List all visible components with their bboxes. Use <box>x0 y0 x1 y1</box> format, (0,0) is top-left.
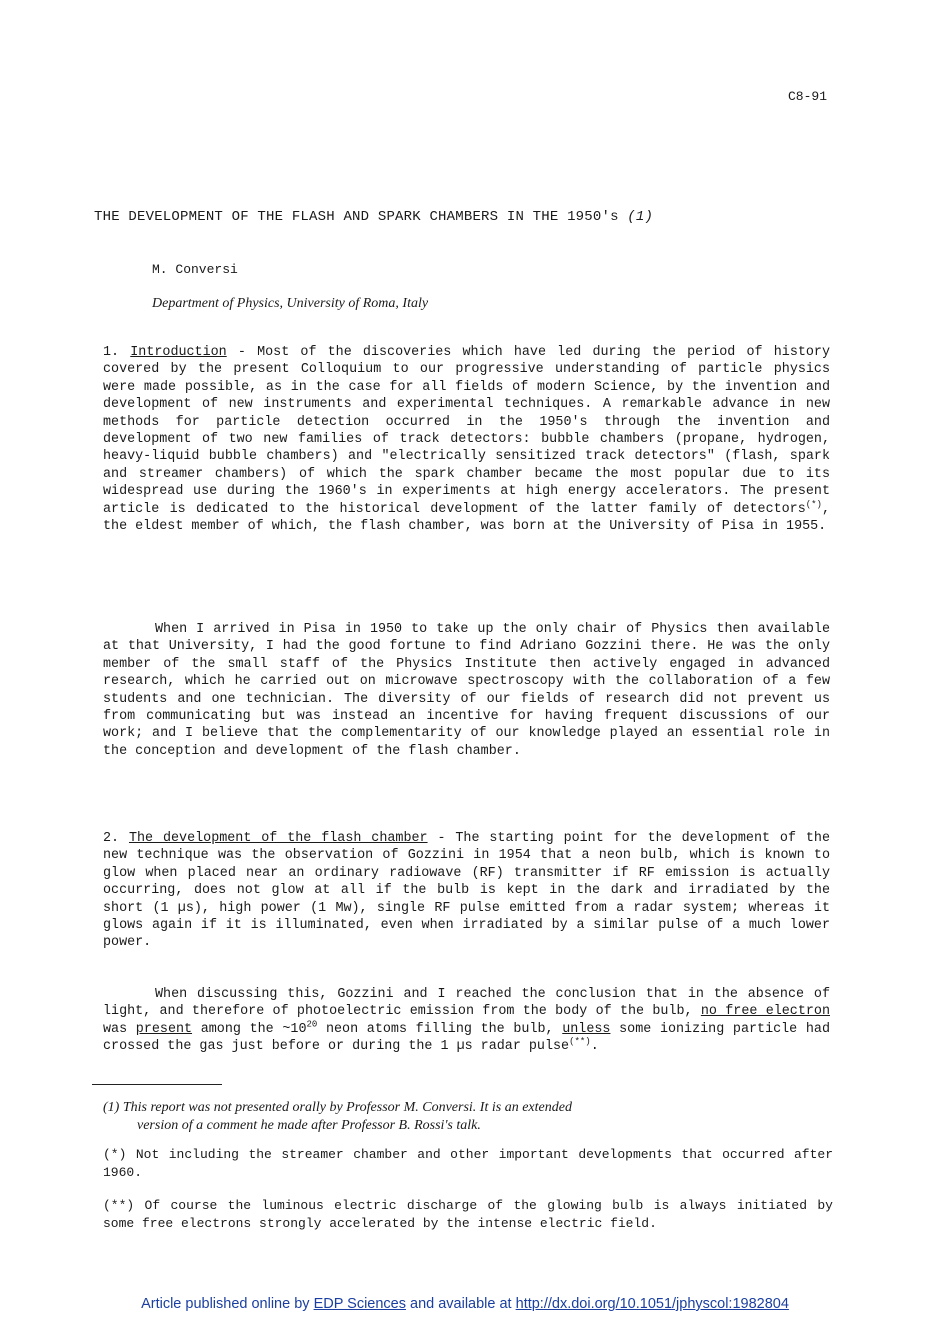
p4-text-5: some ionizing particle had crossed the gas just before or during the 1 µs radar pulse <box>103 1021 830 1055</box>
footnote-star: (*) Not including the streamer chamber and other important developments that occurred after 1960. <box>103 1147 833 1180</box>
p4-text-6: . <box>590 1039 599 1055</box>
section-1-paragraph <box>103 344 830 535</box>
section-2-text: - The starting point for the development of the new technique was the observation of Gozzini in 1954 that a neon bulb, which is known to glow when placed near an ordinary radiowave (RF) transmitter if RF emission is actually occurring, does not glow at all if the bulb is kept in the dark and irradiated by the short (1 µs), high power (1 Mw), single RF pulse emitted from a radar system; whereas it glows again if it is illuminated, even when irradiated by a similar pulse of a much lower power. <box>103 831 830 951</box>
footnote-1-line-2: version of a comment he made after Professor B. Rossi's talk. <box>137 1117 481 1133</box>
page-number: C8-91 <box>788 89 828 104</box>
footnote-1 <box>103 1099 843 1134</box>
affiliation: Department of Physics, University of Roma, Italy <box>152 296 429 311</box>
p4-exponent: 20 <box>306 1019 318 1030</box>
footer-prefix: Article published online by <box>141 1296 314 1312</box>
author: M. Conversi <box>152 262 238 277</box>
section-2-heading: The development of the flash chamber <box>128 831 428 846</box>
p4-underline-1: no free electron <box>700 1004 830 1020</box>
section-1-text-a: - Most of the discoveries which have led during the period of history covered by the present Colloquium to our progressive understanding of particle physics were made possible, as in the case for all fields of modern Science, by the invention and development of new instruments and experimental techniques. A remarkable advance in new methods for particle detection occurred in the 1950's through the invention and development of two new families of track detectors: bubble chambers (propane, hydrogen, heavy-liquid bubble chambers) and "electrically sensitized track detectors" (flash, spark and streamer chambers) of which the spark chamber became the most popular due to its widespread use during the 1960's in experiments at high energy accelerators. The present article is dedicated to the historical development of the latter family of detectors <box>103 345 831 517</box>
publication-footer <box>0 1296 930 1312</box>
paragraph-2: When I arrived in Pisa in 1950 to take up the only chair of Physics then available at that University, I had the good fortune to find Adriano Gozzini there. He was the only member of the small staff of the Physics Institute then actively engaged in advanced research, which he carried out on microwave spectroscopy with the collaboration of a few students and one technician. The diversity of our fields of research did not prevent us from communicating but was instead an incentive for having frequent discussions of our work; and I believe that the complementarity of our knowledge played an essential role in the conception and development of the flash chamber. <box>103 622 830 759</box>
footnote-double-star: (**) Of course the luminous electric discharge of the glowing bulb is always initiated by some free electrons strongly accelerated by the intense electric field. <box>103 1198 833 1231</box>
p4-underline-2: present <box>135 1021 193 1037</box>
p4-text-1: When discussing this, Gozzini and I reached the conclusion that in the absence of light, and therefore of photoelectric emission from the body of the bulb, <box>103 987 830 1020</box>
doi-link[interactable]: http://dx.doi.org/10.1051/jphyscol:1982804 <box>515 1296 789 1312</box>
p4-text-3: among the ~10 <box>192 1021 307 1037</box>
paragraph-4 <box>103 986 830 1056</box>
p4-text-2: was <box>103 1021 136 1037</box>
footnote-ref-star: (*) <box>805 499 822 510</box>
title-text: THE DEVELOPMENT OF THE FLASH AND SPARK CHAMBERS IN THE 1950's <box>94 209 619 225</box>
section-2-paragraph <box>103 830 830 952</box>
footnote-1-line-1: (1) This report was not presented orally by Professor M. Conversi. It is an extended <box>103 1100 572 1115</box>
section-1-heading: Introduction <box>130 345 227 360</box>
p4-underline-3: unless <box>562 1021 611 1037</box>
section-1-text-b: , the eldest member of which, the flash chamber, was born at the University of Pisa in 1955. <box>103 501 830 535</box>
footnote-divider <box>92 1084 222 1085</box>
p4-text-4: neon atoms filling the bulb, <box>317 1021 563 1037</box>
paper-title <box>94 209 653 225</box>
footer-middle: and available at <box>405 1296 516 1312</box>
section-2-number: 2. <box>103 831 120 846</box>
title-note: (1) <box>627 209 654 225</box>
footnote-ref-double-star: (**) <box>569 1036 591 1047</box>
publisher-link[interactable]: EDP Sciences <box>313 1296 406 1312</box>
section-1-number: 1. <box>103 345 120 360</box>
